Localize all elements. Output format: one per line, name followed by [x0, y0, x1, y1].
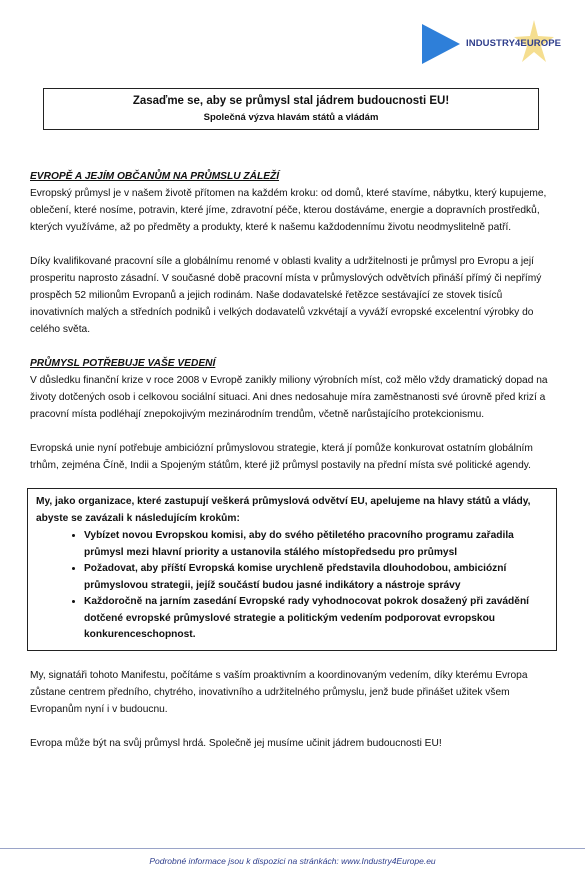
paragraph: Evropský průmysl je v našem životě přítomen na každém kroku: od domů, které stavíme, nábytku, který kupujeme, oblečení, které nosíme, potravin, které jíme, zdravotní péče, kterou dostáváme, energie a dopravních prostředků, kterých využíváme, až po předměty a produkty, které k našemu každodennímu životu neodmyslitelně patří. — [30, 188, 547, 233]
section-heading-2: PRŮMYSL POTŘEBUJE VAŠE VEDENÍ — [30, 358, 216, 369]
title-box — [43, 88, 539, 130]
footer-divider — [0, 848, 585, 849]
footer-note: Podrobné informace jsou k dispozici na stránkách: www.Industry4Europe.eu — [149, 856, 436, 866]
action-item: • Požadovat, aby příští Evropská komise urychleně představila dlouhodobou, ambiciózní průmyslovou strategii, jejíž součástí budou jasné indikátory a nástroje správy — [84, 561, 546, 594]
industry4europe-logo — [422, 20, 572, 70]
page-title: Zasaďme se, aby se průmysl stal jádrem budoucnosti EU! — [132, 95, 450, 107]
closing-statement: Evropa může být na svůj průmysl hrdá. Společně jej musíme učinit jádrem budoucnosti EU! — [30, 737, 442, 749]
document-body — [30, 168, 553, 752]
paragraph: Evropská unie nyní potřebuje ambiciózní průmyslovou strategie, která jí pomůže konkurovat ostatním globálním trhům, zejména Číně, Indii a Spojeným státům, které již průmysl postavily na přední místa své politické agendy. — [30, 443, 533, 471]
call-to-action-box — [27, 488, 557, 651]
action-item: • Vybízet novou Evropskou komisi, aby do svého pětiletého pracovního programu zařadila průmysl mezi hlavní priority a ustanovila stálého místopředsedu pro průmysl — [84, 528, 546, 561]
paragraph: Díky kvalifikované pracovní síle a globálnímu renomé v oblasti kvality a udržitelnosti je průmysl pro Evropu a její prosperitu naprosto zásadní. V současné době pracovní místa v průmyslových odvětvích přináší přímý či nepřímý prospěch 52 milionům Evropanů a jejich rodinám. Naše dodavatelské řetězce sestávající ze stovek tisíců inovativních malých a středních podniků i velkých dodavatelů vzkvétají a vyváží evropské excelentní výrobky do celého světa. — [30, 256, 542, 335]
page-subtitle: Společná výzva hlavám států a vládám — [203, 112, 379, 123]
callout-intro: My, jako organizace, které zastupují veškerá průmyslová odvětví EU, apelujeme na hlavy států a vlády, abyste se zavázali k následujícím krokům: — [36, 496, 531, 524]
action-item: • Každoročně na jarním zasedání Evropské rady vyhodnocovat pokrok dosažený při zavádění dotčené evropské průmyslové strategie a politickým vedením podporovat evropskou konkurenceschopnost. — [84, 594, 546, 644]
action-list — [36, 528, 546, 644]
logo-text: INDUSTRY4EUROPE — [466, 38, 562, 49]
closing-paragraph: My, signatáři tohoto Manifestu, počítáme s vaším proaktivním a koordinovaným vedením, díky kterému Evropa zůstane centrem předního, chytrého, inovativního a udržitelného průmyslu, jenž bude přinášet užitek všem Evropanům nyní i v budoucnu. — [30, 669, 528, 715]
paragraph: V důsledku finanční krize v roce 2008 v Evropě zanikly miliony výrobních míst, což mělo vždy dramatický dopad na životy dotčených osob i celkovou sociální situaci. Ani dnes nedosahuje míra zaměstnanosti své úrovně před krizí a pracovní místa podléhají znepokojivým mezinárodním trendům, včetně narůstajícího protekcionismu. — [30, 375, 548, 420]
section-heading-1: EVROPĚ A JEJÍM OBČANŮM NA PRŮMSLU ZÁLEŽÍ — [30, 171, 280, 182]
